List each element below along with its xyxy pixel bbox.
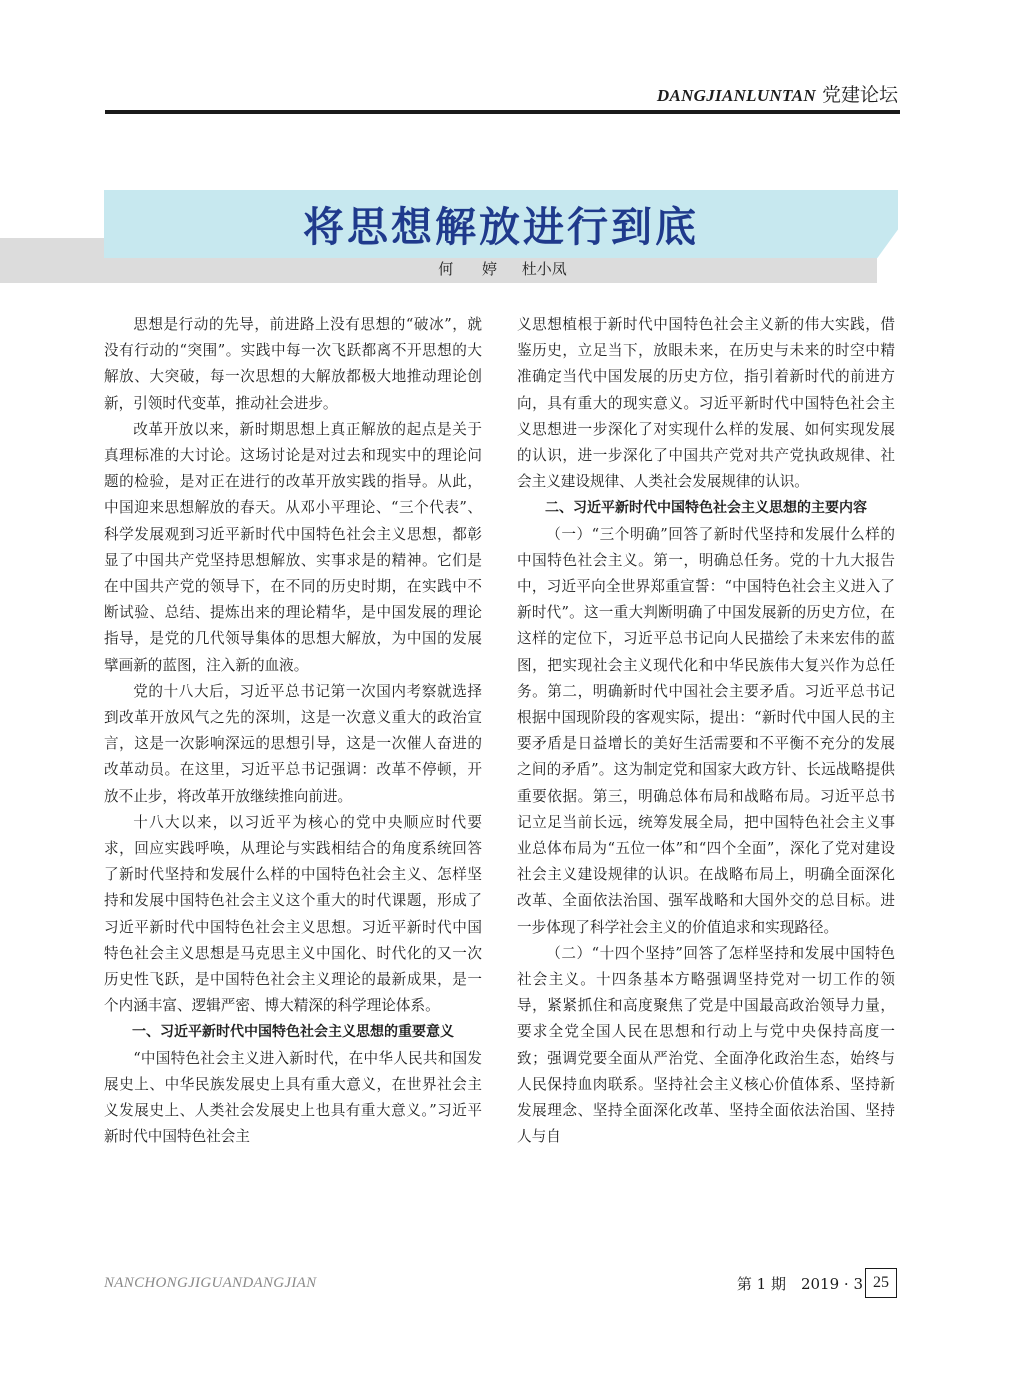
left-column bbox=[104, 312, 482, 1151]
paragraph: 十八大以来，以习近平为核心的党中央顺应时代要求，回应实践呼唤，从理论与实践相结合的角度系统回答了新时代坚持和发展什么样的中国特色社会主义、怎样坚持和发展中国特色社会主义这个重大的时代课题，形成了习近平新时代中国特色社会主义思想。习近平新时代中国特色社会主义思想是马克思主义中国化、时代化的又一次历史性飞跃，是中国特色社会主义理论的最新成果，是一个内涵丰富、逻辑严密、博大精深的科学理论体系。 bbox=[104, 813, 482, 1015]
footer-journal-name: NANCHONGJIGUANDANGJIAN bbox=[104, 1275, 317, 1291]
section-heading: 一、习近平新时代中国特色社会主义思想的重要意义 bbox=[132, 1024, 454, 1041]
paragraph: （二）“十四个坚持”回答了怎样坚持和发展中国特色社会主义。十四条基本方略强调坚持党对一切工作的领导，紧紧抓住和高度聚焦了党是中国最高政治领导力量，要求全党全国人民在思想和行动上与党中央保持高度一致；强调党要全面从严治党、全面净化政治生态，始终与人民保持血肉联系。坚持社会主义核心价值体系、坚持新发展理念、坚持全面深化改革、坚持全面依法治国、坚持人与自 bbox=[517, 944, 895, 1146]
header-rule bbox=[105, 110, 900, 114]
right-column bbox=[517, 312, 895, 1151]
paragraph: 义思想植根于新时代中国特色社会主义新的伟大实践，借鉴历史，立足当下，放眼未来，在历史与未来的时空中精准确定当代中国发展的历史方位，指引着新时代的前进方向，具有重大的现实意义。习近平新时代中国特色社会主义思想进一步深化了对实现什么样的发展、如何实现发展的认识，进一步深化了中国共产党对共产党执政规律、社会主义建设规律、人类社会发展规律的认识。 bbox=[517, 316, 895, 491]
article-authors bbox=[0, 258, 1005, 279]
author-name: 何 婷 bbox=[438, 260, 509, 278]
footer-issue: 第 1 期 2019 · 3 bbox=[736, 1275, 863, 1293]
article-title: 将思想解放进行到底 bbox=[303, 203, 699, 251]
page-number: 25 bbox=[865, 1268, 897, 1298]
section-heading: 二、习近平新时代中国特色社会主义思想的主要内容 bbox=[545, 500, 867, 517]
journal-header bbox=[657, 80, 898, 107]
paragraph: 思想是行动的先导，前进路上没有思想的“破冰”，就没有行动的“突围”。实践中每一次飞跃都离不开思想的大解放、大突破，每一次思想的大解放都极大地推动理论创新，引领时代变革，推动社会进步。 bbox=[104, 316, 482, 412]
paragraph: “中国特色社会主义进入新时代，在中华人民共和国发展史上、中华民族发展史上具有重大意义，在世界社会主义发展史上、人类社会发展史上也具有重大意义。”习近平新时代中国特色社会主 bbox=[104, 1049, 482, 1146]
paragraph: 改革开放以来，新时期思想上真正解放的起点是关于真理标准的大讨论。这场讨论是对过去和现实中的理论问题的检验，是对正在进行的改革开放实践的指导。从此，中国迎来思想解放的春天。从邓小平理论、“三个代表”、科学发展观到习近平新时代中国特色社会主义思想，都彰显了中国共产党坚持思想解放、实事求是的精神。它们是在中国共产党的领导下，在不同的历史时期，在实践中不断试验、总结、提炼出来的理论精华，是中国发展的理论指导，是党的几代领导集体的思想大解放，为中国的发展擘画新的蓝图，注入新的血液。 bbox=[104, 420, 482, 674]
paragraph: 党的十八大后，习近平总书记第一次国内考察就选择到改革开放风气之先的深圳，这是一次意义重大的政治宣言，这是一次影响深远的思想引导，这是一次催人奋进的改革动员。在这里，习近平总书记强调：改革不停顿，开放不止步，将改革开放继续推向前进。 bbox=[104, 682, 482, 805]
author-name: 杜小凤 bbox=[521, 260, 567, 278]
paragraph: （一）“三个明确”回答了新时代坚持和发展什么样的中国特色社会主义。第一，明确总任务。党的十九大报告中，习近平向全世界郑重宣誓：“中国特色社会主义进入了新时代”。这一重大判断明确了中国发展新的历史方位，在这样的定位下，习近平总书记向人民描绘了未来宏伟的蓝图，把实现社会主义现代化和中华民族伟大复兴作为总任务。第二，明确新时代中国社会主要矛盾。习近平总书记根据中国现阶段的客观实际，提出：“新时代中国人民的主要矛盾是日益增长的美好生活需要和不平衡不充分的发展之间的矛盾”。这为制定党和国家大政方针、长远战略提供重要依据。第三，明确总体布局和战略布局。习近平总书记立足当前长远，统筹发展全局，把中国特色社会主义事业总体布局为“五位一体”和“四个全面”，深化了党对建设社会主义建设规律的认识。在战略布局上，明确全面深化改革、全面依法治国、强军战略和大国外交的总目标。进一步体现了科学社会主义的价值追求和实现路径。 bbox=[517, 525, 895, 936]
journal-name-en: DANGJIANLUNTAN bbox=[656, 86, 816, 105]
journal-name-cn: 党建论坛 bbox=[821, 84, 898, 106]
